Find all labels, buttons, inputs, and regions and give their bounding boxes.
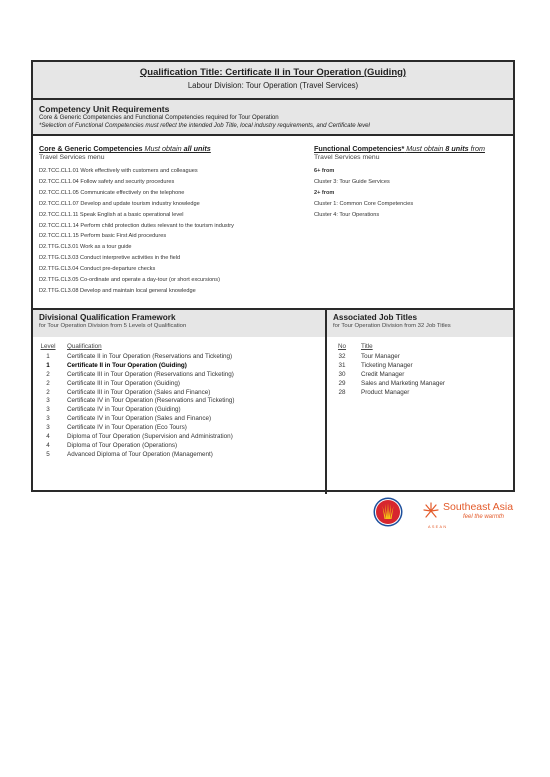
level-cell: 1 xyxy=(46,352,50,360)
core-unit-item: D2.TTG.CL3.01 Work as a tour guide xyxy=(39,244,132,251)
framework-row xyxy=(37,406,235,415)
job-number-cell: 30 xyxy=(338,370,346,378)
functional-list xyxy=(314,166,504,221)
job-row xyxy=(331,380,445,389)
core-unit-item: D2.TTG.CL3.03 Conduct interpretive activities in the field xyxy=(39,255,181,262)
job-row xyxy=(331,362,445,371)
core-unit-item: D2.TCC.CL1.05 Communicate effectively on the telephone xyxy=(39,189,185,196)
qualification-cell: Certificate III in Tour Operation (Sales and Finance) xyxy=(67,388,211,396)
sunburst-icon xyxy=(423,501,439,521)
functional-must-obtain xyxy=(406,144,485,153)
functional-competencies xyxy=(314,144,504,221)
jobs-header xyxy=(327,310,513,337)
job-number-cell: 32 xyxy=(338,352,346,360)
job-number-cell: 31 xyxy=(338,361,346,369)
asean-caption: ASEAN xyxy=(428,525,448,529)
competencies-section xyxy=(33,136,513,310)
framework-row xyxy=(37,353,235,362)
job-row xyxy=(331,389,445,398)
requirements-line: Core & Generic Competencies and Functional Competencies required for Tour Operation xyxy=(39,114,279,121)
labour-division: Labour Division: Tour Operation (Travel Services) xyxy=(187,81,359,90)
level-cell: 3 xyxy=(46,397,50,405)
framework-section xyxy=(33,310,327,494)
qualification-title: Qualification Title: Certificate II in Tour Operation (Guiding) xyxy=(139,67,407,78)
core-must-strong: all units xyxy=(183,144,211,153)
framework-table xyxy=(37,343,235,460)
framework-sub: for Tour Operation Division from 5 Levels of Qualification xyxy=(39,323,187,329)
core-unit-item: D2.TCC.CL1.15 Perform basic First Aid procedures xyxy=(39,233,167,240)
level-cell: 3 xyxy=(46,415,50,423)
functional-must-suffix: from xyxy=(468,144,485,153)
functional-cluster: Cluster 4: Tour Operations xyxy=(314,211,380,218)
functional-requirement: 6+ from xyxy=(314,168,335,174)
functional-menu: Travel Services menu xyxy=(314,154,380,161)
core-unit-item: D2.TCC.CL1.01 Work effectively with customers and colleagues xyxy=(39,168,198,174)
job-title-cell: Tour Manager xyxy=(361,352,400,360)
core-unit-item: D2.TCC.CL1.11 Speak English at a basic operational level xyxy=(39,211,184,218)
job-title-cell: Product Manager xyxy=(361,388,410,396)
qualification-cell: Certificate II in Tour Operation (Reservations and Ticketing) xyxy=(67,352,233,360)
job-title-cell: Sales and Marketing Manager xyxy=(361,379,446,387)
job-row xyxy=(331,353,445,362)
core-competencies xyxy=(39,144,309,297)
framework-and-jobs xyxy=(33,310,513,494)
framework-row-current xyxy=(37,362,235,371)
job-number-cell: 28 xyxy=(338,388,346,396)
core-unit-item: D2.TTG.CL3.05 Co-ordinate and operate a day-tour (or short excursions) xyxy=(39,277,220,284)
core-unit-list xyxy=(39,166,309,297)
asean-emblem-icon xyxy=(373,497,403,527)
framework-column-header xyxy=(37,343,235,353)
job-title-cell: Ticketing Manager xyxy=(361,361,413,369)
framework-heading: Divisional Qualification Framework xyxy=(39,313,176,322)
core-unit-item: D2.TTG.CL3.08 Develop and maintain local general knowledge xyxy=(39,287,196,294)
functional-must-strong: 8 units xyxy=(445,144,469,153)
no-column-header: No xyxy=(337,343,347,350)
qualification-cell: Certificate II in Tour Operation (Guiding) xyxy=(67,361,187,369)
framework-row xyxy=(37,442,235,451)
qualification-cell: Certificate III in Tour Operation (Guiding) xyxy=(67,379,180,387)
job-title-cell: Credit Manager xyxy=(361,370,405,378)
jobs-heading: Associated Job Titles xyxy=(333,313,418,322)
qualification-cell: Certificate IV in Tour Operation (Reservations and Ticketing) xyxy=(67,397,235,405)
title-column-header: Title xyxy=(361,343,373,350)
functional-cluster: Cluster 1: Common Core Competencies xyxy=(314,200,414,207)
qualification-cell: Advanced Diploma of Tour Operation (Management) xyxy=(67,450,213,458)
qualification-cell: Diploma of Tour Operation (Supervision and Administration) xyxy=(67,433,233,441)
framework-row xyxy=(37,389,235,398)
level-cell: 1 xyxy=(46,361,50,369)
level-cell: 2 xyxy=(46,388,50,396)
southeast-asia-wordmark: Southeast Asia xyxy=(443,501,514,513)
title-section xyxy=(33,62,513,100)
level-cell: 3 xyxy=(46,406,50,414)
level-cell: 4 xyxy=(46,441,50,449)
level-column-header: Level xyxy=(40,343,56,350)
core-unit-item: D2.TTG.CL3.04 Conduct pre-departure checks xyxy=(39,266,156,273)
qualification-cell: Certificate III in Tour Operation (Reservations and Ticketing) xyxy=(67,370,234,378)
core-menu: Travel Services menu xyxy=(39,154,105,161)
core-unit-item: D2.TCC.CL1.07 Develop and update tourism industry knowledge xyxy=(39,200,200,207)
framework-row xyxy=(37,415,235,424)
framework-row xyxy=(37,424,235,433)
level-cell: 2 xyxy=(46,379,50,387)
qualification-cell: Certificate IV in Tour Operation (Sales and Finance) xyxy=(67,415,212,423)
requirements-section xyxy=(33,100,513,136)
level-cell: 4 xyxy=(46,433,50,441)
core-unit-item: D2.TCC.CL1.14 Perform child protection duties relevant to the tourism industry xyxy=(39,222,234,229)
functional-heading-text: Functional Competencies* xyxy=(314,144,405,153)
qualification-cell: Diploma of Tour Operation (Operations) xyxy=(67,441,178,449)
functional-must-prefix: Must obtain xyxy=(406,144,446,153)
framework-row xyxy=(37,397,235,406)
framework-row xyxy=(37,433,235,442)
core-must-prefix: Must obtain xyxy=(144,144,184,153)
framework-row xyxy=(37,451,235,460)
requirements-heading: Competency Unit Requirements xyxy=(39,104,170,114)
jobs-column-header xyxy=(331,343,445,353)
framework-row xyxy=(37,371,235,380)
job-row xyxy=(331,371,445,380)
level-cell: 2 xyxy=(46,370,50,378)
core-heading xyxy=(39,144,309,153)
framework-row xyxy=(37,380,235,389)
qualification-card xyxy=(31,60,515,492)
qualification-column-header: Qualification xyxy=(67,343,102,350)
jobs-sub: for Tour Operation Division from 32 Job Titles xyxy=(333,323,451,329)
requirements-note: *Selection of Functional Competencies must reflect the intended Job Title, local industry requirements, and Certificate level xyxy=(39,122,370,129)
core-heading-text: Core & Generic Competencies xyxy=(39,144,143,153)
job-number-cell: 29 xyxy=(338,379,346,387)
core-unit-item: D2.TCC.CL1.04 Follow safety and security procedures xyxy=(39,178,175,185)
qualification-cell: Certificate IV in Tour Operation (Eco Tours) xyxy=(67,424,187,432)
functional-heading xyxy=(314,144,504,153)
level-cell: 5 xyxy=(46,450,50,458)
level-cell: 3 xyxy=(46,424,50,432)
qualification-cell: Certificate IV in Tour Operation (Guiding) xyxy=(67,406,181,414)
job-titles-section xyxy=(327,310,513,494)
framework-header xyxy=(33,310,325,337)
functional-requirement: 2+ from xyxy=(314,189,335,196)
core-must-obtain xyxy=(144,144,210,153)
functional-cluster: Cluster 3: Tour Guide Services xyxy=(314,178,390,185)
feel-the-warmth-tagline: feel the warmth xyxy=(463,514,505,520)
jobs-table xyxy=(331,343,445,397)
